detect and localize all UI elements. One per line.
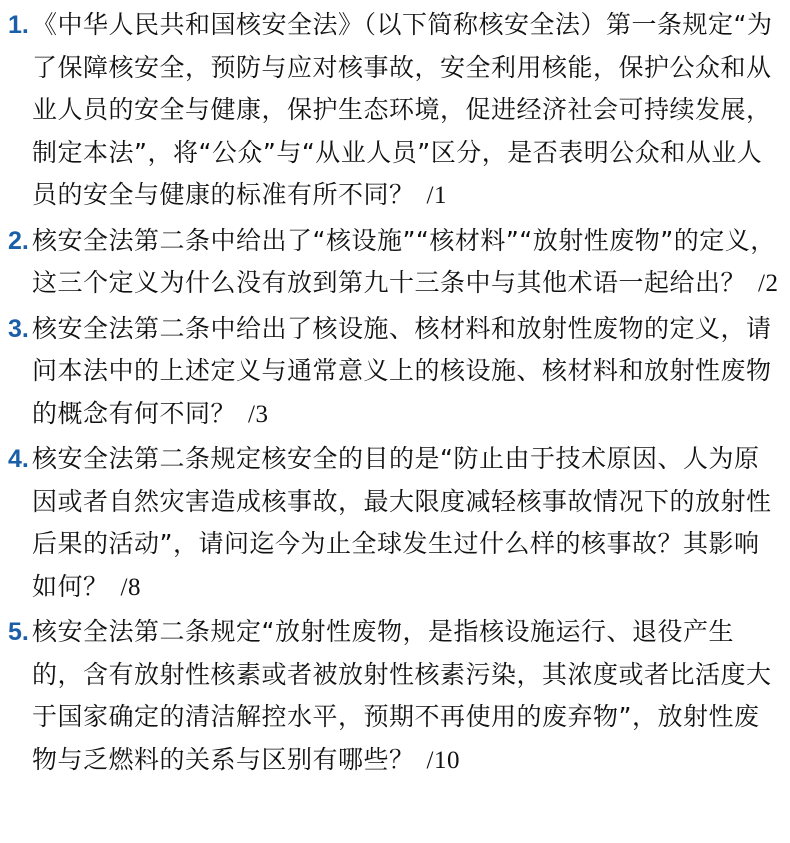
- question-item: [8, 220, 782, 306]
- question-text-wrap: [32, 220, 782, 306]
- question-text-wrap: [32, 4, 782, 218]
- question-text-wrap: [32, 611, 782, 782]
- question-text: 核安全法第二条规定核安全的目的是“防止由于技术原因、人为原因或者自然灾害造成核事故，最大限度减轻核事故情况下的放射性后果的活动”，请问迄今为止全球发生过什么样的核事故？其影响如何？: [32, 444, 772, 601]
- page-reference: /10: [426, 746, 460, 774]
- question-number: 1.: [8, 11, 29, 39]
- question-number: 5.: [8, 618, 29, 646]
- page-reference: /2: [758, 270, 779, 297]
- question-text-wrap: [32, 308, 782, 437]
- question-text: 核安全法第二条中给出了核设施、核材料和放射性废物的定义，请问本法中的上述定义与通常意义上的核设施、核材料和放射性废物的概念有何不同？: [32, 313, 772, 428]
- page-reference: /3: [248, 400, 269, 428]
- question-text: 核安全法第二条规定“放射性废物，是指核设施运行、退役产生的，含有放射性核素或者被放射性核素污染，其浓度或者比活度大于国家确定的清洁解控水平，预期不再使用的废弃物”，放射性废物与乏燃料的关系与区别有哪些？: [32, 617, 772, 774]
- question-item: [8, 611, 782, 782]
- question-text: 核安全法第二条中给出了“核设施”“核材料”“放射性废物”的定义，这三个定义为什么没有放到第九十三条中与其他术语一起给出？: [32, 225, 776, 297]
- page-reference: /8: [120, 573, 141, 601]
- question-list: [8, 4, 782, 782]
- question-text-wrap: [32, 438, 782, 609]
- page-reference: /1: [426, 182, 447, 209]
- question-item: [8, 4, 782, 218]
- question-number: 3.: [8, 314, 29, 343]
- question-item: [8, 438, 782, 609]
- question-number: 4.: [8, 445, 29, 473]
- question-number: 2.: [8, 226, 29, 255]
- question-item: [8, 308, 782, 437]
- question-text: 《中华人民共和国核安全法》（以下简称核安全法）第一条规定“为了保障核安全，预防与应对核事故，安全利用核能，保护公众和从业人员的安全与健康，保护生态环境，促进经济社会可持续发展，制定本法”，将“公众”与“从业人员”区分，是否表明公众和从业人员的安全与健康的标准有所不同？: [32, 10, 773, 209]
